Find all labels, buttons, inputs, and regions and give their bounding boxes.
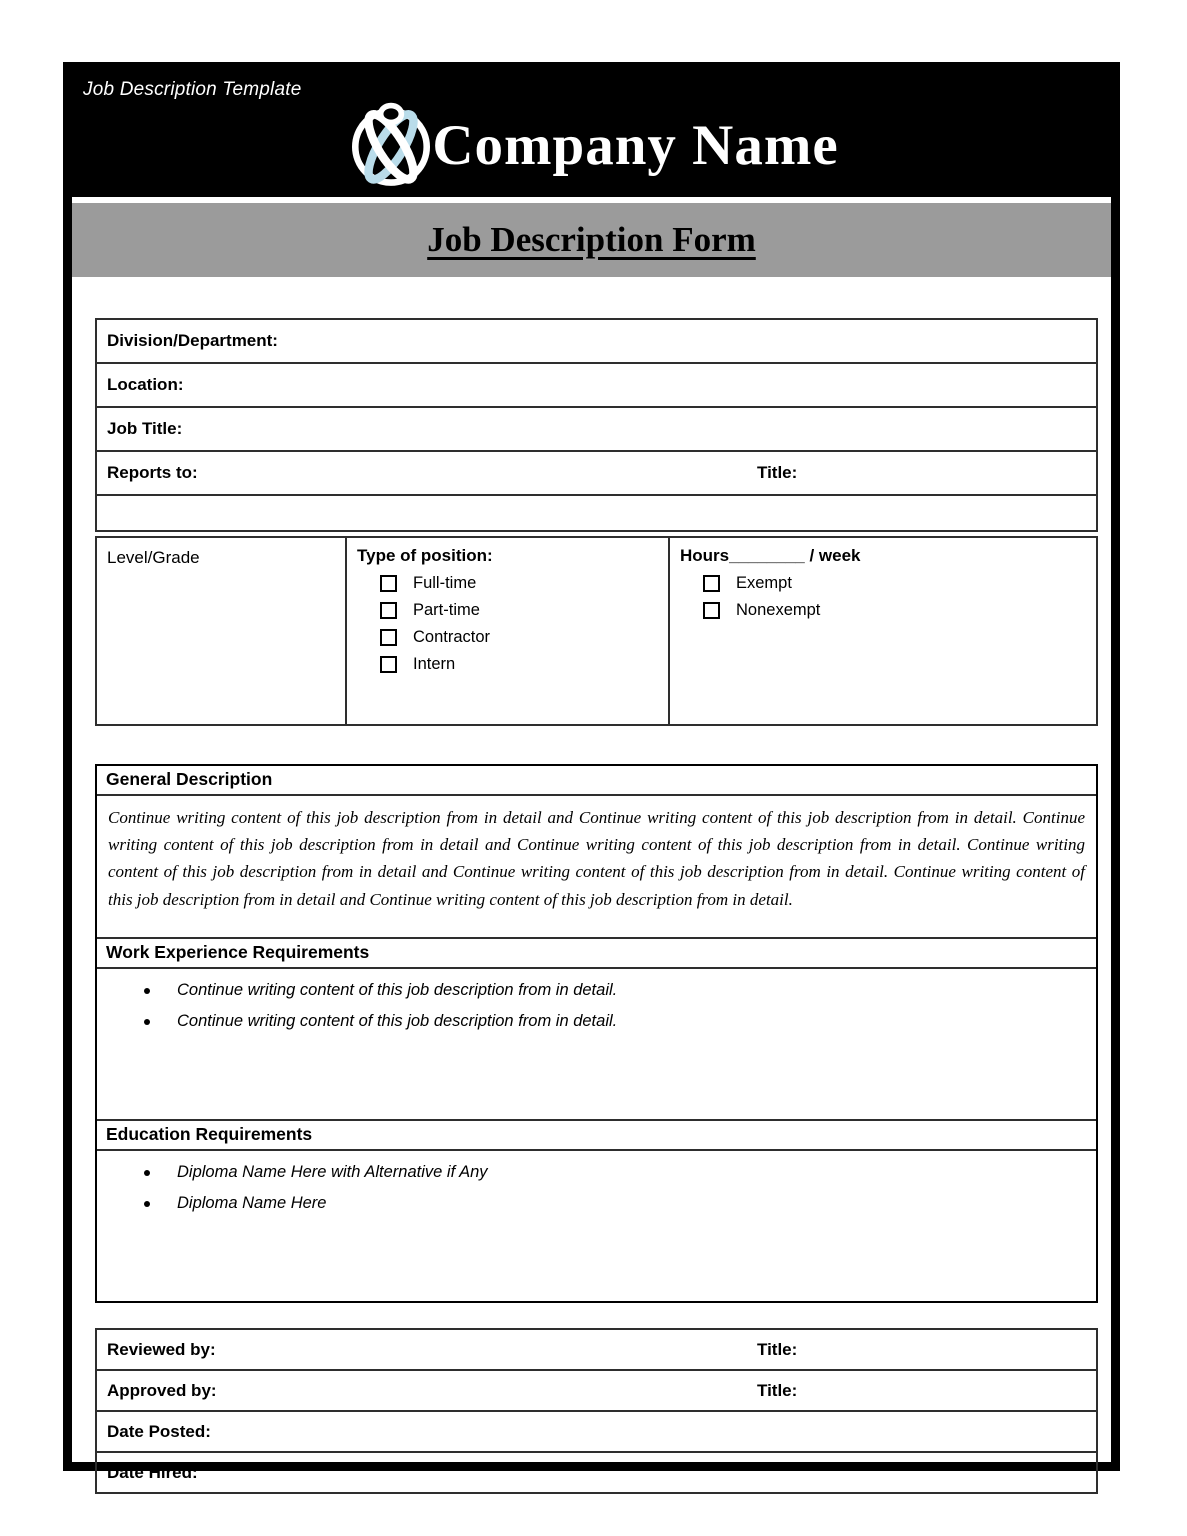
work-experience-body bbox=[97, 969, 1096, 1121]
work-experience-item bbox=[97, 981, 1096, 1000]
template-label: Job Description Template bbox=[83, 79, 302, 100]
info-row-blank bbox=[96, 495, 1097, 531]
type-of-position-label: Type of position: bbox=[357, 546, 493, 565]
education-item bbox=[97, 1194, 1096, 1213]
option-full-time bbox=[380, 574, 660, 593]
hours-per-week-label: Hours________ / week bbox=[680, 546, 861, 565]
form-title-banner bbox=[72, 203, 1111, 277]
bullet-icon bbox=[144, 988, 150, 994]
approved-title-label: Title: bbox=[757, 1380, 798, 1400]
checkbox-nonexempt-icon[interactable] bbox=[703, 602, 720, 619]
full-time-label: Full-time bbox=[413, 574, 477, 592]
work-experience-bullet-text: Continue writing content of this job description from in detail. bbox=[177, 981, 618, 999]
division-department-label: Division/Department: bbox=[107, 331, 278, 350]
date-hired-label: Date Hired: bbox=[107, 1462, 198, 1482]
signoff-row-approved bbox=[96, 1370, 1097, 1411]
part-time-label: Part-time bbox=[413, 601, 480, 619]
signoff-row-date-posted bbox=[96, 1411, 1097, 1452]
info-row-job-title bbox=[96, 407, 1097, 451]
checkbox-full-time-icon[interactable] bbox=[380, 575, 397, 592]
education-bullet-text: Diploma Name Here bbox=[177, 1194, 327, 1212]
page-header bbox=[72, 71, 1111, 197]
info-row-location bbox=[96, 363, 1097, 407]
company-logo-icon bbox=[344, 98, 438, 192]
education-bullet-text: Diploma Name Here with Alternative if Any bbox=[177, 1163, 488, 1181]
hours-cell bbox=[669, 537, 1097, 725]
info-table bbox=[95, 318, 1098, 532]
general-description-heading: General Description bbox=[97, 766, 1096, 796]
bullet-icon bbox=[144, 1170, 150, 1176]
signoff-row-date-hired bbox=[96, 1452, 1097, 1493]
option-intern bbox=[380, 655, 660, 674]
checkbox-contractor-icon[interactable] bbox=[380, 629, 397, 646]
work-experience-item bbox=[97, 1012, 1096, 1031]
education-body bbox=[97, 1151, 1096, 1301]
reports-to-title-label: Title: bbox=[757, 463, 798, 482]
position-table bbox=[95, 536, 1098, 726]
bullet-icon bbox=[144, 1019, 150, 1025]
general-description-body: Continue writing content of this job description from in detail and Continue writing content of this job description from in detail. Continue writing content of this job description from in detail and Continue writing content of this job description from in detail. Continue writing content of this job description from in detail and Continue writing content of this job description from in detail. Continue writing content of this job description from in detail and Continue writing content of this job description from in detail. bbox=[97, 796, 1096, 939]
exempt-label: Exempt bbox=[736, 574, 792, 592]
option-part-time bbox=[380, 601, 660, 620]
level-grade-label: Level/Grade bbox=[107, 548, 200, 567]
date-posted-label: Date Posted: bbox=[107, 1421, 211, 1441]
contractor-label: Contractor bbox=[413, 628, 491, 646]
reports-to-label: Reports to: bbox=[107, 463, 198, 482]
signoff-row-reviewed bbox=[96, 1329, 1097, 1370]
checkbox-exempt-icon[interactable] bbox=[703, 575, 720, 592]
form-content bbox=[72, 277, 1111, 1494]
location-label: Location: bbox=[107, 375, 184, 394]
info-row-reports-to bbox=[96, 451, 1097, 495]
signoff-table bbox=[95, 1328, 1098, 1494]
description-sections bbox=[95, 764, 1098, 1303]
type-of-position-cell bbox=[346, 537, 669, 725]
option-contractor bbox=[380, 628, 660, 647]
company-name: Company Name bbox=[432, 113, 839, 177]
form-title: Job Description Form bbox=[427, 220, 756, 259]
option-exempt bbox=[703, 574, 1088, 593]
checkbox-part-time-icon[interactable] bbox=[380, 602, 397, 619]
company-brand bbox=[72, 97, 1111, 193]
intern-label: Intern bbox=[413, 655, 456, 673]
approved-by-label: Approved by: bbox=[107, 1380, 217, 1400]
document-page bbox=[63, 62, 1120, 1482]
reviewed-title-label: Title: bbox=[757, 1339, 798, 1359]
level-grade-cell bbox=[96, 537, 346, 725]
reviewed-by-label: Reviewed by: bbox=[107, 1339, 216, 1359]
nonexempt-label: Nonexempt bbox=[736, 601, 821, 619]
checkbox-intern-icon[interactable] bbox=[380, 656, 397, 673]
info-row-division bbox=[96, 319, 1097, 363]
option-nonexempt bbox=[703, 601, 1088, 620]
education-heading: Education Requirements bbox=[97, 1121, 1096, 1151]
work-experience-bullet-text: Continue writing content of this job description from in detail. bbox=[177, 1012, 618, 1030]
bullet-icon bbox=[144, 1201, 150, 1207]
job-title-label: Job Title: bbox=[107, 419, 183, 438]
education-item bbox=[97, 1163, 1096, 1182]
work-experience-heading: Work Experience Requirements bbox=[97, 939, 1096, 969]
